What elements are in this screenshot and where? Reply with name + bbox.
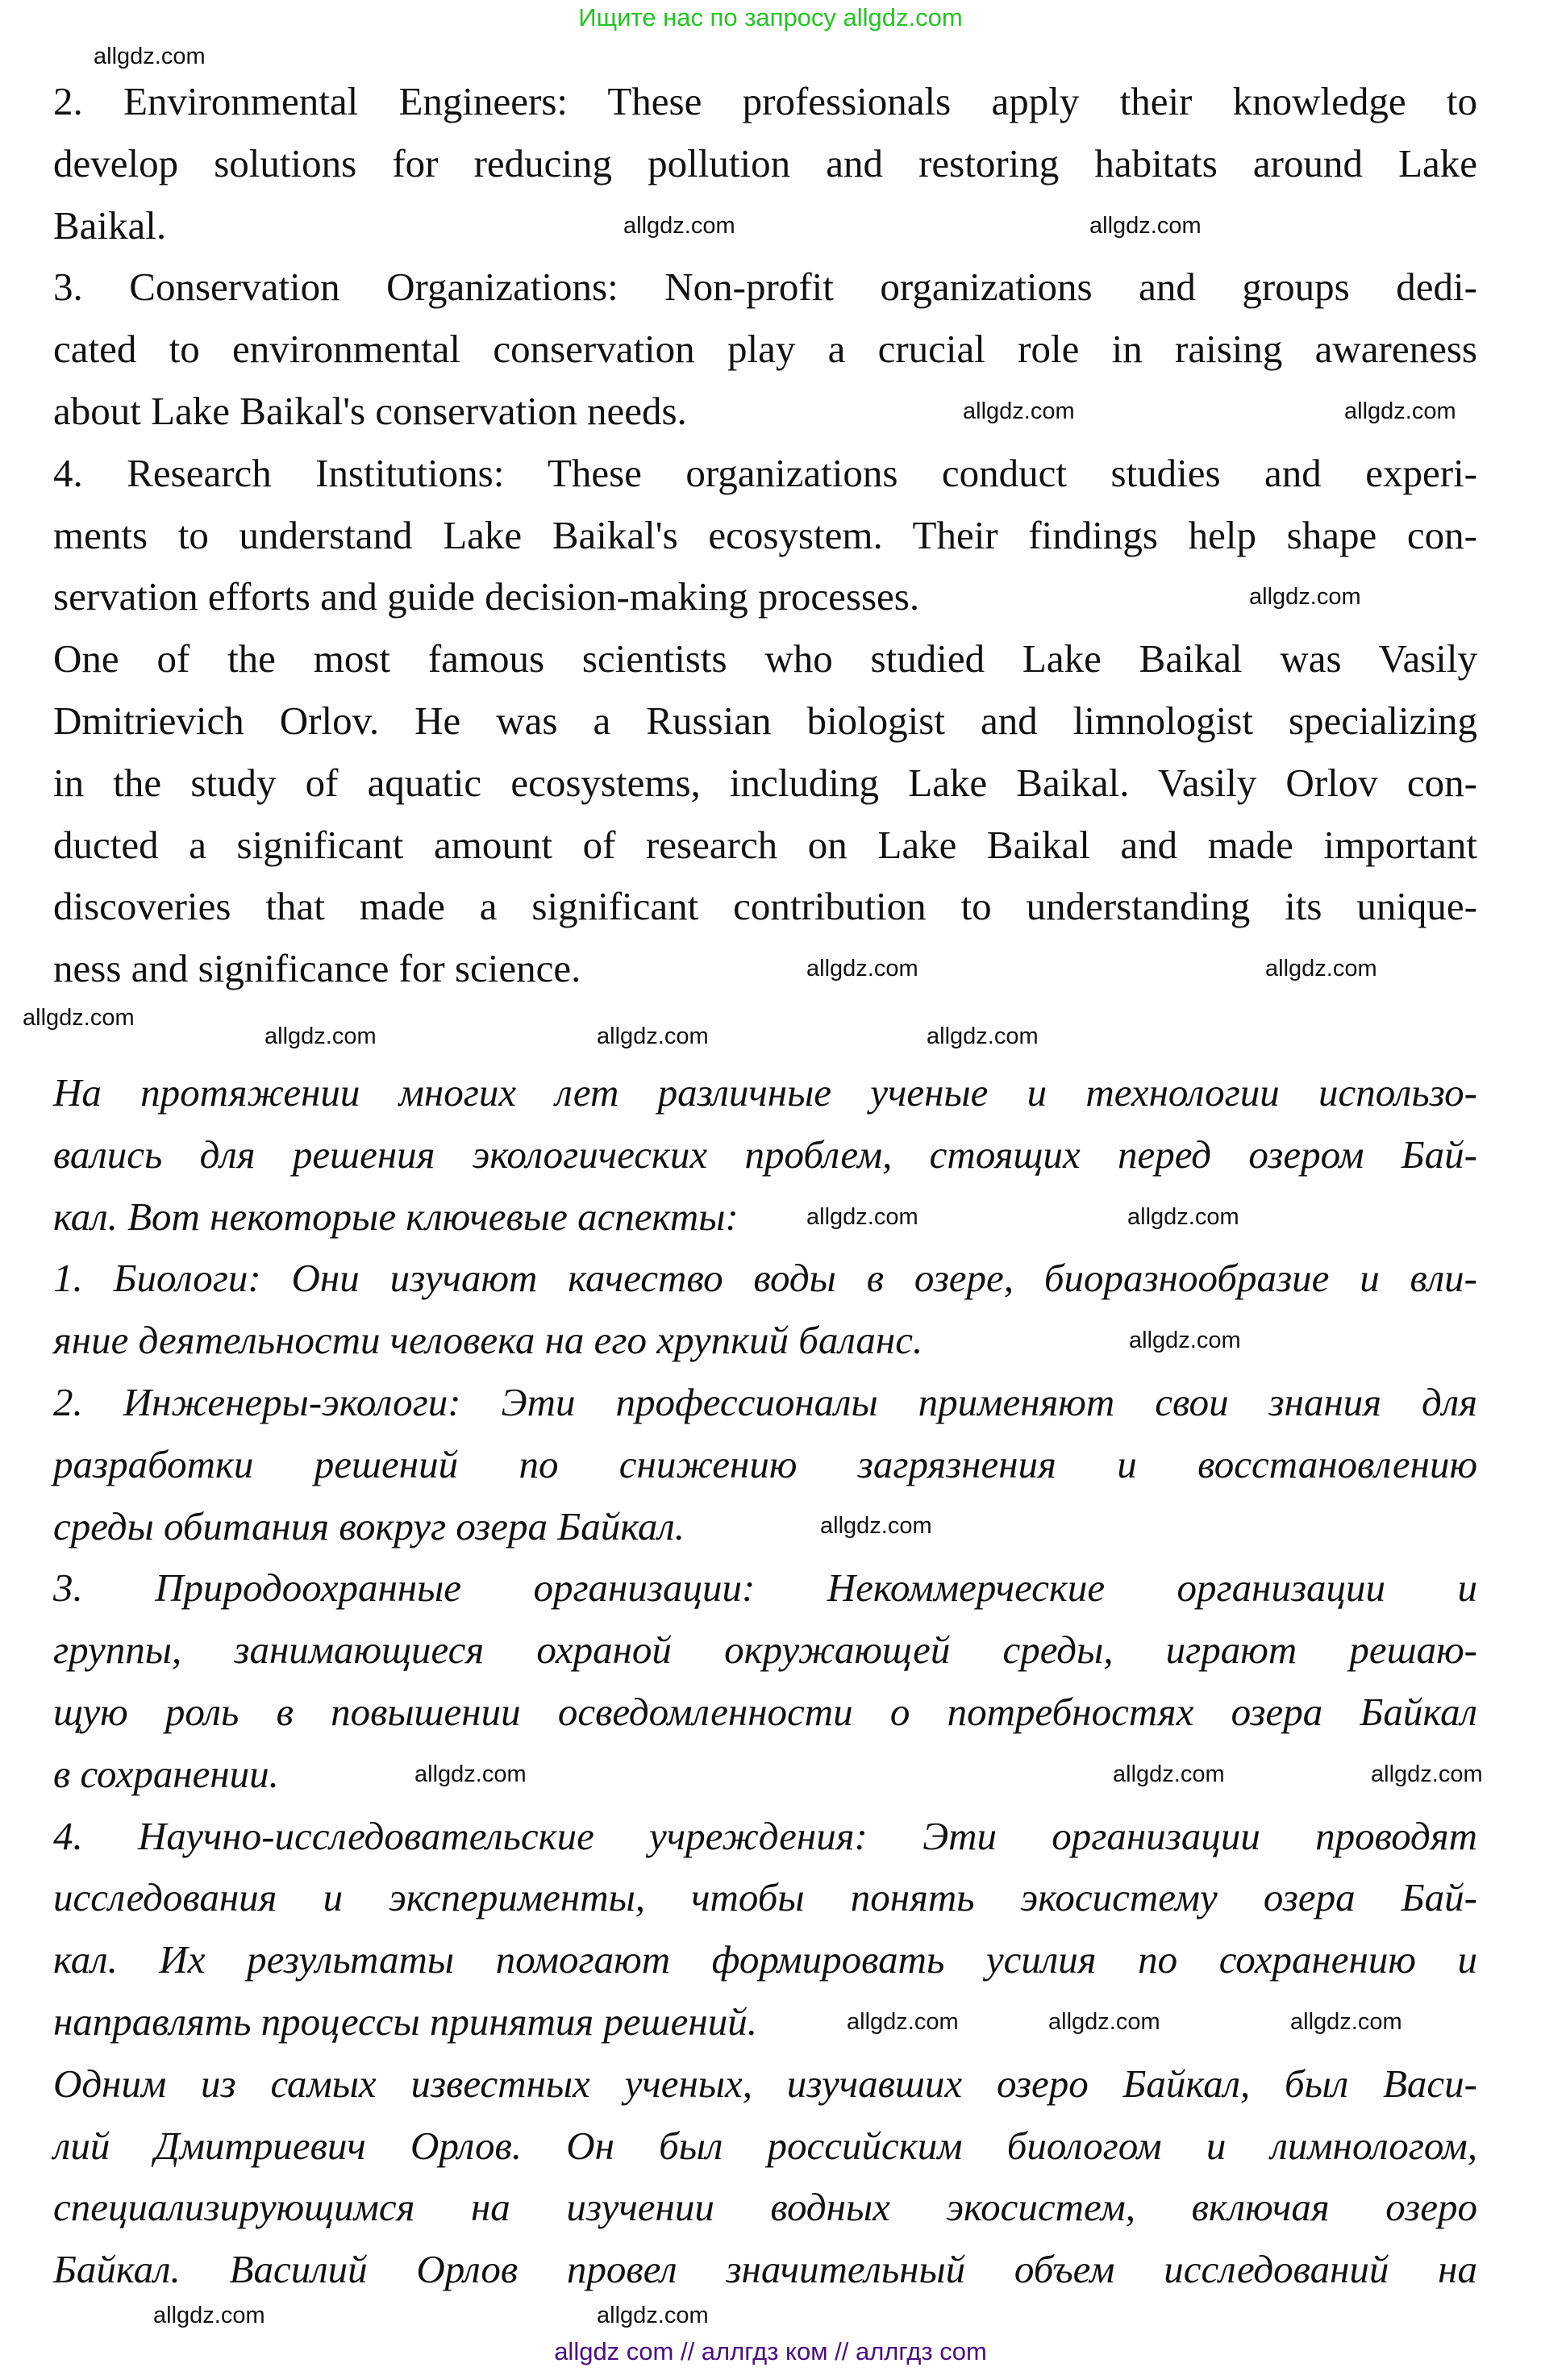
watermark: allgdz.com xyxy=(1048,2009,1160,2035)
watermark: allgdz.com xyxy=(1249,584,1361,610)
english-text-line: 2. Environmental Engineers: These professionals apply their knowledge to xyxy=(53,79,1477,123)
russian-text-line: среды обитания вокруг озера Байкал. xyxy=(53,1503,685,1548)
watermark: allgdz.com xyxy=(1371,1761,1483,1787)
watermark: allgdz.com xyxy=(414,1761,527,1787)
watermark: allgdz.com xyxy=(847,2009,959,2035)
english-text-line: cated to environmental conservation play a crucial role in raising awareness xyxy=(53,327,1477,372)
watermark: allgdz.com xyxy=(1127,1204,1239,1230)
russian-text-line: группы, занимающиеся охраной окружающей среды, играют решаю- xyxy=(53,1628,1477,1673)
english-text-line: ments to understand Lake Baikal's ecosystem. Their findings help shape con- xyxy=(53,512,1477,557)
russian-text-line: 3. Природоохранные организации: Некоммерческие организации и xyxy=(53,1565,1477,1611)
russian-text-line: специализирующимся на изучении водных экосистем, включая озеро xyxy=(53,2185,1477,2230)
russian-text-line: разработки решений по снижению загрязнения и восстановлению xyxy=(53,1441,1477,1486)
watermark: allgdz.com xyxy=(597,1023,709,1049)
russian-text-line: кал. Их результаты помогают формировать усилия по сохранению и xyxy=(53,1937,1477,1982)
russian-text-line: Байкал. Василий Орлов провел значительный объем исследований на xyxy=(53,2247,1477,2292)
watermark: allgdz.com xyxy=(1129,1328,1241,1353)
english-text-line: servation efforts and guide decision-making processes. xyxy=(53,574,920,619)
watermark: allgdz.com xyxy=(153,2303,265,2328)
english-text-line: ness and significance for science. xyxy=(53,946,581,991)
english-text-line: 3. Conservation Organizations: Non-profit organizations and groups dedi- xyxy=(53,265,1477,310)
watermark: allgdz.com xyxy=(94,44,206,69)
russian-text-line: в сохранении. xyxy=(53,1751,279,1796)
russian-text-line: На протяжении многих лет различные ученые и технологии использо- xyxy=(53,1070,1477,1115)
russian-text-line: 4. Научно-исследовательские учреждения: Эти организации проводят xyxy=(53,1813,1477,1858)
russian-text-line: 1. Биологи: Они изучают качество воды в озере, биоразнообразие и вли- xyxy=(53,1256,1477,1301)
english-text-line: Baikal. xyxy=(53,202,167,248)
watermark: allgdz.com xyxy=(806,956,918,982)
russian-text-line: лий Дмитриевич Орлов. Он был российским биологом и лимнологом, xyxy=(53,2123,1477,2168)
watermark: allgdz.com xyxy=(1265,956,1377,982)
english-text-line: Dmitrievich Orlov. He was a Russian biologist and limnologist specializing xyxy=(53,698,1477,743)
russian-text-line: вались для решения экологических проблем, стоящих перед озером Бай- xyxy=(53,1132,1477,1177)
header-banner-link[interactable]: Ищите нас по запросу allgdz.com xyxy=(578,3,963,31)
watermark: allgdz.com xyxy=(1344,398,1456,424)
english-text-line: discoveries that made a significant contribution to understanding its unique- xyxy=(53,884,1477,929)
english-text-line: ducted a significant amount of research on Lake Baikal and made important xyxy=(53,822,1477,867)
watermark: allgdz.com xyxy=(1290,2009,1402,2035)
english-text-line: develop solutions for reducing pollution and restoring habitats around Lake xyxy=(53,140,1477,185)
watermark: allgdz.com xyxy=(1089,213,1202,239)
russian-text-line: кал. Вот некоторые ключевые аспекты: xyxy=(53,1194,739,1239)
watermark: allgdz.com xyxy=(1113,1761,1225,1787)
english-text-line: One of the most famous scientists who studied Lake Baikal was Vasily xyxy=(53,636,1477,681)
watermark: allgdz.com xyxy=(806,1204,918,1230)
russian-text-line: исследования и эксперименты, чтобы понять экосистему озера Бай- xyxy=(53,1875,1477,1920)
english-text-line: about Lake Baikal's conservation needs. xyxy=(53,389,687,433)
watermark: allgdz.com xyxy=(820,1513,932,1539)
watermark: allgdz.com xyxy=(963,398,1075,424)
watermark: allgdz.com xyxy=(623,213,735,239)
english-text-line: 4. Research Institutions: These organizations conduct studies and experi- xyxy=(53,450,1477,495)
english-text-line: in the study of aquatic ecosystems, including Lake Baikal. Vasily Orlov con- xyxy=(53,760,1477,805)
russian-text-line: щую роль в повышении осведомленности о потребностях озера Байкал xyxy=(53,1690,1477,1734)
russian-text-line: направлять процессы принятия решений. xyxy=(53,1999,757,2044)
watermark: allgdz.com xyxy=(597,2303,709,2328)
russian-text-line: Одним из самых известных ученых, изучавших озеро Байкал, был Васи- xyxy=(53,2061,1477,2106)
watermark: allgdz.com xyxy=(264,1023,377,1049)
russian-text-line: яние деятельности человека на его хрупкий баланс. xyxy=(53,1318,923,1363)
watermark: allgdz.com xyxy=(927,1023,1039,1049)
footer-banner-link[interactable]: allgdz com // аллгдз ком // аллгдз com xyxy=(554,2337,987,2365)
russian-text-line: 2. Инженеры-экологи: Эти профессионалы применяют свои знания для xyxy=(53,1380,1477,1424)
watermark: allgdz.com xyxy=(23,1005,135,1031)
